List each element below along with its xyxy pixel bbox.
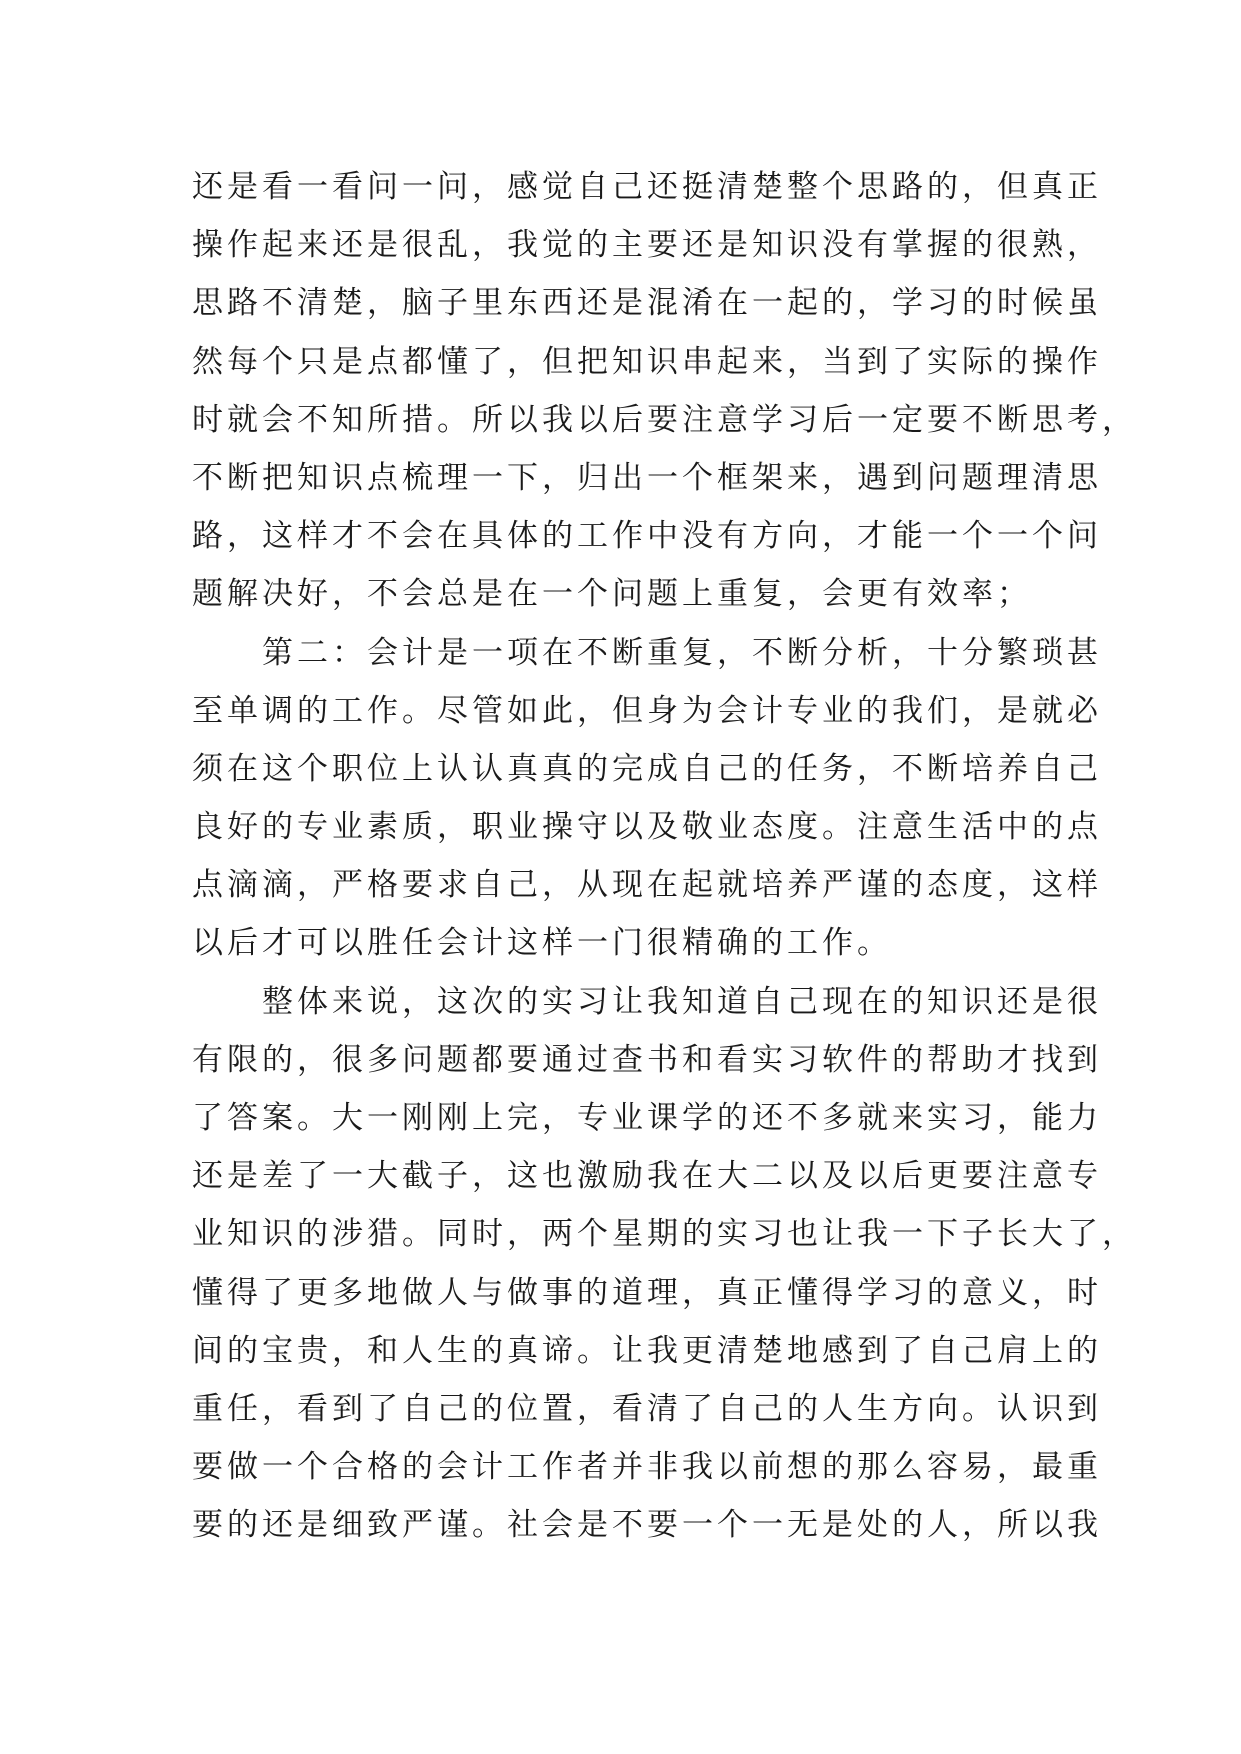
body-text: [192, 158, 1137, 1555]
text-line: 思路不清楚，脑子里东西还是混淆在一起的，学习的时候虽: [192, 285, 1102, 322]
text-line: 重任，看到了自己的位置，看清了自己的人生方向。认识到: [192, 1390, 1102, 1427]
text-line: 点滴滴，严格要求自己，从现在起就培养严谨的态度，这样: [192, 867, 1102, 904]
text-line: 良好的专业素质，职业操守以及敬业态度。注意生活中的点: [192, 809, 1102, 846]
text-line: 间的宝贵，和人生的真谛。让我更清楚地感到了自己肩上的: [192, 1332, 1102, 1369]
text-line: 有限的，很多问题都要通过查书和看实习软件的帮助才找到: [192, 1041, 1102, 1078]
text-line: 题解决好，不会总是在一个问题上重复，会更有效率；: [192, 576, 1032, 613]
paragraph-start-line: 整体来说，这次的实习让我知道自己现在的知识还是很: [262, 983, 1102, 1020]
text-line: 以后才可以胜任会计这样一门很精确的工作。: [192, 925, 892, 962]
text-line: 还是差了一大截子，这也激励我在大二以及以后更要注意专: [192, 1158, 1102, 1195]
text-line: 业知识的涉猎。同时，两个星期的实习也让我一下子长大了，: [192, 1216, 1137, 1253]
text-line: 时就会不知所措。所以我以后要注意学习后一定要不断思考，: [192, 401, 1137, 438]
text-line: 须在这个职位上认认真真的完成自己的任务，不断培养自己: [192, 750, 1102, 787]
text-line: 懂得了更多地做人与做事的道理，真正懂得学习的意义，时: [192, 1274, 1102, 1311]
text-line: 然每个只是点都懂了，但把知识串起来，当到了实际的操作: [192, 343, 1102, 380]
text-line: 操作起来还是很乱，我觉的主要还是知识没有掌握的很熟，: [192, 227, 1102, 264]
text-line: 至单调的工作。尽管如此，但身为会计专业的我们，是就必: [192, 692, 1102, 729]
paragraph-start-line: 第二：会计是一项在不断重复，不断分析，十分繁琐甚: [262, 634, 1102, 671]
text-line: 要做一个合格的会计工作者并非我以前想的那么容易，最重: [192, 1449, 1102, 1486]
text-line: 路，这样才不会在具体的工作中没有方向，才能一个一个问: [192, 518, 1102, 555]
text-line: 了答案。大一刚刚上完，专业课学的还不多就来实习，能力: [192, 1100, 1102, 1136]
text-line: 不断把知识点梳理一下，归出一个框架来，遇到问题理清思: [192, 459, 1102, 496]
text-line: 要的还是细致严谨。社会是不要一个一无是处的人，所以我: [192, 1507, 1102, 1544]
text-line: 还是看一看问一问，感觉自己还挺清楚整个思路的，但真正: [192, 169, 1102, 205]
